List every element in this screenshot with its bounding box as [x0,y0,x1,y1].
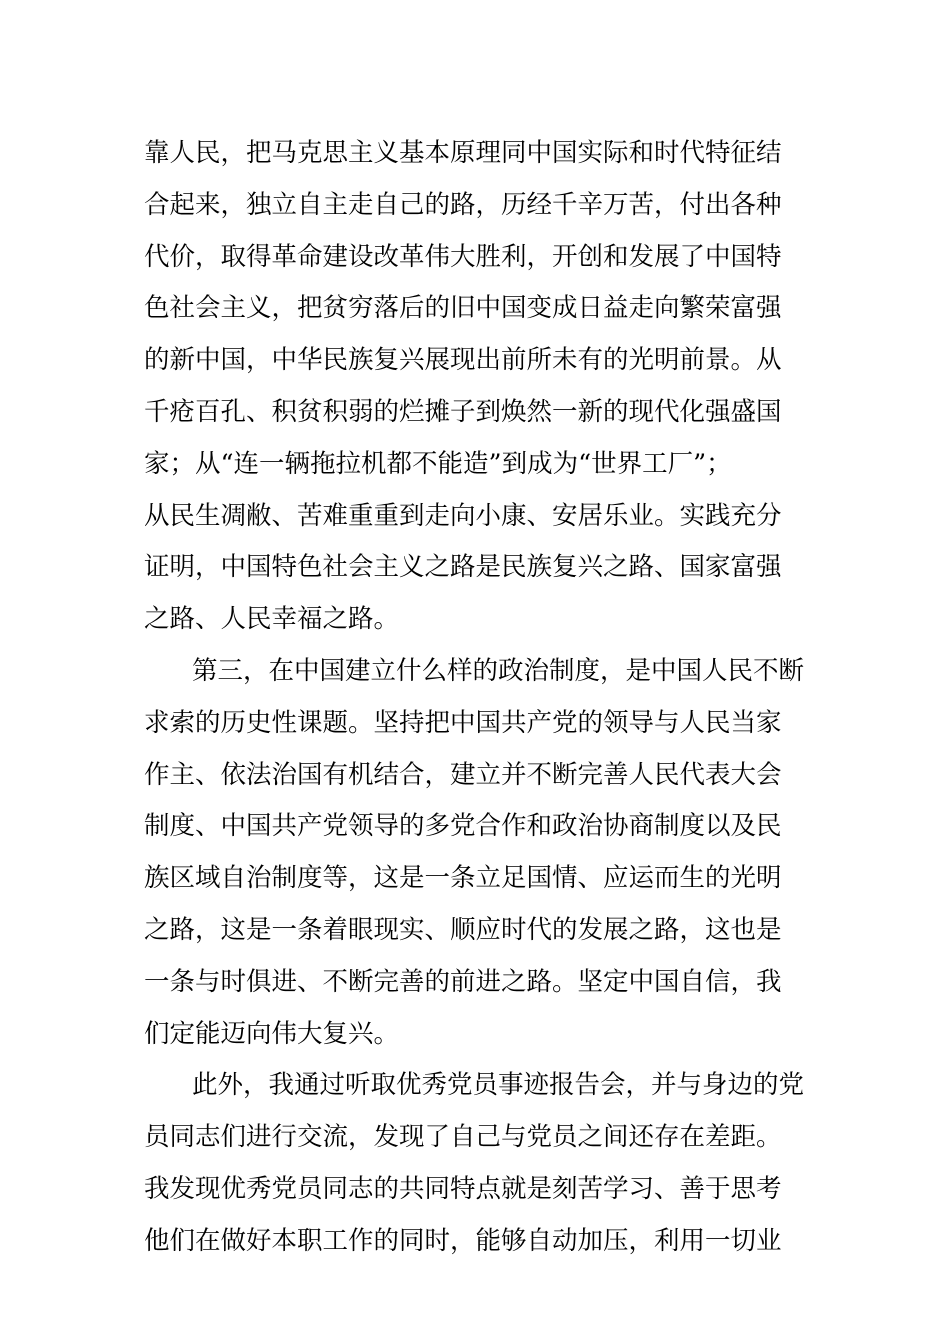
text-line-2: 合起来，独立自主走自己的路，历经千辛万苦，付出各种 [144,189,782,220]
text-line-20: 员同志们进行交流，发现了自己与党员之间还存在差距。 [144,1122,782,1153]
text-line-15: 族区域自治制度等，这是一条立足国情、应运而生的光明 [144,863,782,894]
paragraph-start-line: 第三，在中国建立什么样的政治制度，是中国人民不断 [192,655,805,686]
text-line-22: 他们在做好本职工作的同时，能够自动加压，利用一切业 [144,1225,782,1256]
body-text [144,128,814,1268]
text-line-14: 制度、中国共产党领导的多党合作和政治协商制度以及民 [144,811,782,842]
text-line-13: 作主、依法治国有机结合，建立并不断完善人民代表大会 [144,759,782,790]
text-line-6: 千疮百孔、积贫积弱的烂摊子到焕然一新的现代化强盛国 [144,396,782,427]
text-line-16: 之路，这是一条着眼现实、顺应时代的发展之路，这也是 [144,914,782,945]
text-line-17: 一条与时俱进、不断完善的前进之路。坚定中国自信，我 [144,966,782,997]
paragraph-start-line: 此外，我通过听取优秀党员事迹报告会，并与身边的党 [192,1070,805,1101]
text-line-7: 家；从“连一辆拖拉机都不能造”到成为“世界工厂”； [144,448,732,479]
text-line-9: 证明，中国特色社会主义之路是民族复兴之路、国家富强 [144,552,782,583]
text-line-8: 从民生凋敝、苦难重重到走向小康、安居乐业。实践充分 [144,500,782,531]
text-line-21: 我发现优秀党员同志的共同特点就是刻苦学习、善于思考 [144,1173,782,1204]
text-line-3: 代价，取得革命建设改革伟大胜利，开创和发展了中国特 [144,241,782,272]
text-line-12: 求索的历史性课题。坚持把中国共产党的领导与人民当家 [144,707,782,738]
text-line-5: 的新中国，中华民族复兴展现出前所未有的光明前景。从 [144,345,782,376]
text-line-18: 们定能迈向伟大复兴。 [144,1018,400,1049]
text-line-10: 之路、人民幸福之路。 [144,604,400,635]
text-line-1: 靠人民，把马克思主义基本原理同中国实际和时代特征结 [144,138,782,168]
text-line-4: 色社会主义，把贫穷落后的旧中国变成日益走向繁荣富强 [144,293,782,324]
